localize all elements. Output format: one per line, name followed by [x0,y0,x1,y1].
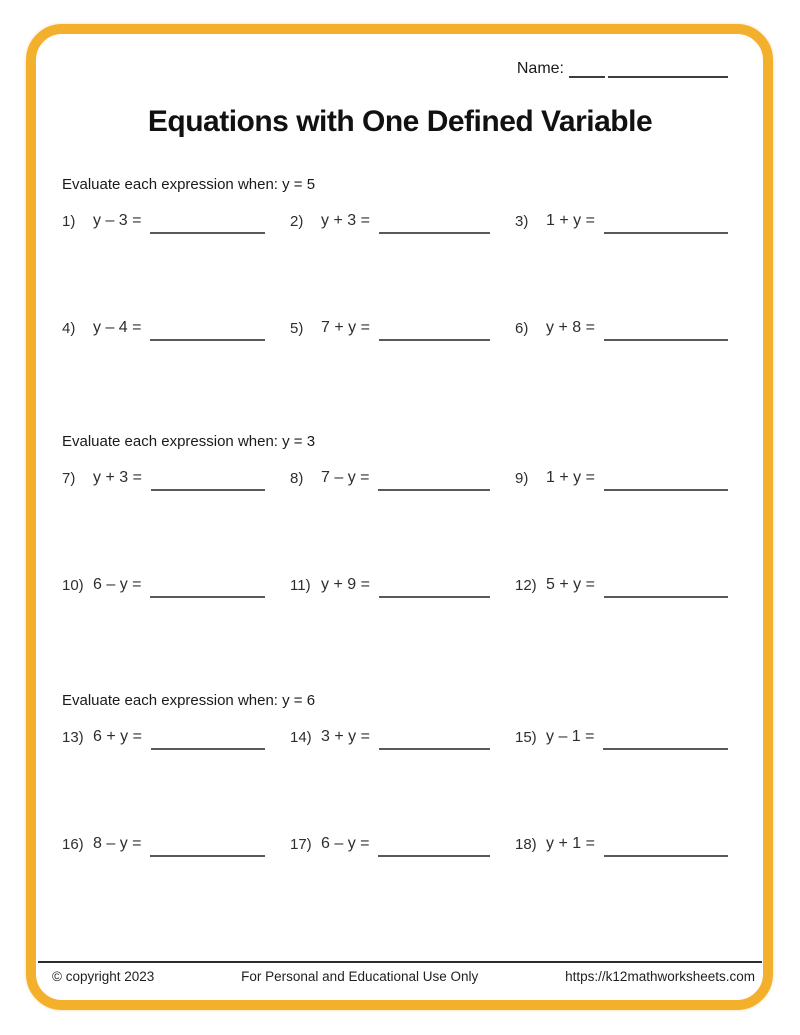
answer-blank-line[interactable] [379,596,490,598]
page-title: Equations with One Defined Variable [147,105,653,138]
problem-expression: 1 + y = [546,469,595,486]
answer-blank-line[interactable] [379,232,490,234]
problem-expression: y – 1 = [546,728,595,745]
problem-item [515,576,728,594]
answer-blank-line[interactable] [378,489,490,491]
problem-item [62,576,265,594]
problem-item [515,728,728,746]
problem-expression: y + 8 = [546,319,595,336]
problem-item [62,212,265,230]
problem-number: 13) [62,729,84,746]
answer-blank-line[interactable] [604,596,728,598]
problem-expression: 6 – y = [93,576,142,593]
problem-expression: y + 9 = [321,576,370,593]
problem-number: 9) [515,470,529,487]
answer-blank-line[interactable] [150,339,265,341]
problem-item [290,469,490,487]
problem-expression: 3 + y = [321,728,370,745]
problem-row [62,728,728,746]
problem-number: 10) [62,577,84,594]
worksheet-section [62,692,728,892]
problem-number: 14) [290,729,312,746]
name-label: Name: [516,60,564,77]
problem-number: 8) [290,470,304,487]
problem-expression: 8 – y = [93,835,142,852]
problem-item [62,728,265,746]
answer-blank-line[interactable] [604,339,728,341]
answer-blank-line[interactable] [150,855,265,857]
problem-expression: 7 – y = [321,469,370,486]
name-blank-line[interactable] [608,60,728,78]
problem-row [62,319,728,337]
problem-row [62,576,728,594]
worksheet-section [62,176,728,376]
worksheet-section [62,433,728,633]
section-instruction: Evaluate each expression when: y = 3 [62,433,316,450]
problem-item [290,212,490,230]
problem-number: 3) [515,213,529,230]
problem-number: 16) [62,836,84,853]
problem-number: 11) [290,577,311,594]
name-row [517,60,728,78]
problem-number: 5) [290,320,304,337]
problem-expression: y – 4 = [93,319,142,336]
problem-number: 2) [290,213,304,230]
problem-expression: 7 + y = [321,319,370,336]
problem-expression: 6 – y = [321,835,370,852]
answer-blank-line[interactable] [151,748,265,750]
answer-blank-line[interactable] [379,339,490,341]
problem-row [62,212,728,230]
problem-expression: 5 + y = [546,576,595,593]
copyright-text: © copyright 2023 [52,969,155,984]
problem-row [62,469,728,487]
answer-blank-line[interactable] [604,855,728,857]
problem-expression: y + 3 = [321,212,370,229]
problem-item [290,576,490,594]
answer-blank-line[interactable] [379,748,490,750]
problem-item [290,319,490,337]
usage-text: For Personal and Educational Use Only [241,969,479,984]
website-link[interactable]: https://k12mathworksheets.com [565,969,755,984]
section-instruction: Evaluate each expression when: y = 5 [62,176,316,193]
problem-item [515,212,728,230]
problem-item [290,728,490,746]
problem-expression: 6 + y = [93,728,142,745]
footer-divider [38,961,762,963]
answer-blank-line[interactable] [151,489,265,491]
answer-blank-line[interactable] [604,489,728,491]
problem-item [62,319,265,337]
name-blank-line[interactable] [569,60,605,78]
problem-number: 18) [515,836,537,853]
problem-number: 15) [515,729,537,746]
problem-expression: 1 + y = [546,212,595,229]
problem-expression: y + 3 = [93,469,142,486]
problem-number: 17) [290,836,312,853]
problem-item [62,835,265,853]
answer-blank-line[interactable] [150,596,265,598]
problem-row [62,835,728,853]
problem-expression: y + 1 = [546,835,595,852]
problem-number: 1) [62,213,76,230]
problem-item [62,469,265,487]
problem-item [515,469,728,487]
problem-number: 6) [515,320,529,337]
problem-expression: y – 3 = [93,212,142,229]
section-instruction: Evaluate each expression when: y = 6 [62,692,316,709]
problem-item [290,835,490,853]
footer [52,969,755,984]
answer-blank-line[interactable] [603,748,728,750]
answer-blank-line[interactable] [150,232,265,234]
problem-item [515,835,728,853]
problem-number: 12) [515,577,537,594]
problem-number: 4) [62,320,76,337]
answer-blank-line[interactable] [378,855,490,857]
answer-blank-line[interactable] [604,232,728,234]
problem-item [515,319,728,337]
problem-number: 7) [62,470,76,487]
